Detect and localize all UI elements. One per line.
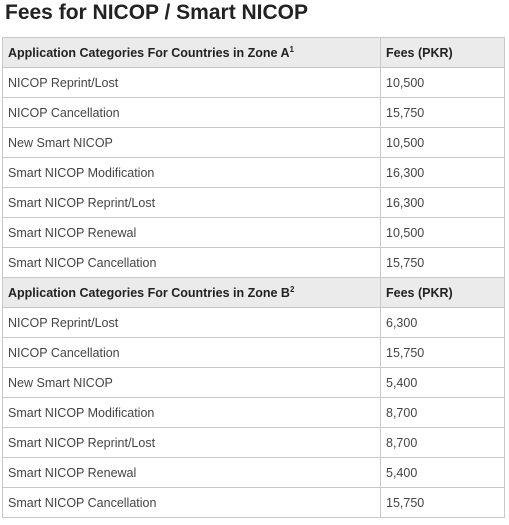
table-row (3, 368, 505, 398)
zone-a-heading-text: Application Categories For Countries in Zone A (8, 45, 290, 60)
fee-cell: 5,400 (381, 368, 505, 398)
zone-b-header-row (3, 278, 505, 308)
fee-cell: 16,300 (381, 188, 505, 218)
category-cell: Smart NICOP Renewal (3, 218, 381, 248)
table-row (3, 128, 505, 158)
table-row (3, 458, 505, 488)
category-cell: NICOP Reprint/Lost (3, 308, 381, 338)
fee-cell: 10,500 (381, 68, 505, 98)
category-cell: NICOP Cancellation (3, 98, 381, 128)
table-row (3, 428, 505, 458)
table-row (3, 158, 505, 188)
category-cell: Smart NICOP Reprint/Lost (3, 428, 381, 458)
zone-b-footnote-marker: 2 (289, 284, 295, 294)
category-cell: Smart NICOP Renewal (3, 458, 381, 488)
zone-b-heading-text: Application Categories For Countries in Zone B (8, 285, 290, 300)
zone-a-header-row (3, 38, 505, 68)
category-cell: Smart NICOP Cancellation (3, 488, 381, 518)
category-cell: Smart NICOP Modification (3, 398, 381, 428)
fee-cell: 5,400 (381, 458, 505, 488)
table-row (3, 98, 505, 128)
fee-cell: 16,300 (381, 158, 505, 188)
table-row (3, 488, 505, 518)
category-cell: Smart NICOP Modification (3, 158, 381, 188)
zone-a-footnote-marker: 1 (289, 44, 294, 54)
zone-a-fee-heading: Fees (PKR) (381, 38, 505, 68)
fee-cell: 15,750 (381, 98, 505, 128)
category-cell: Smart NICOP Cancellation (3, 248, 381, 278)
category-cell: NICOP Reprint/Lost (3, 68, 381, 98)
table-row (3, 68, 505, 98)
table-row (3, 308, 505, 338)
zone-b-fee-heading: Fees (PKR) (381, 278, 505, 308)
table-row (3, 338, 505, 368)
fee-cell: 8,700 (381, 398, 505, 428)
fee-cell: 10,500 (381, 128, 505, 158)
fee-cell: 15,750 (381, 488, 505, 518)
category-cell: New Smart NICOP (3, 368, 381, 398)
zone-a-category-heading (3, 38, 381, 68)
fee-cell: 15,750 (381, 338, 505, 368)
fee-cell: 10,500 (381, 218, 505, 248)
fees-table (2, 37, 505, 518)
table-row (3, 248, 505, 278)
category-cell: New Smart NICOP (3, 128, 381, 158)
category-cell: NICOP Cancellation (3, 338, 381, 368)
category-cell: Smart NICOP Reprint/Lost (3, 188, 381, 218)
fee-cell: 8,700 (381, 428, 505, 458)
fee-cell: 6,300 (381, 308, 505, 338)
table-row (3, 188, 505, 218)
page-title: Fees for NICOP / Smart NICOP (5, 1, 309, 24)
fee-cell: 15,750 (381, 248, 505, 278)
table-row (3, 398, 505, 428)
table-row (3, 218, 505, 248)
zone-b-category-heading (3, 278, 381, 308)
